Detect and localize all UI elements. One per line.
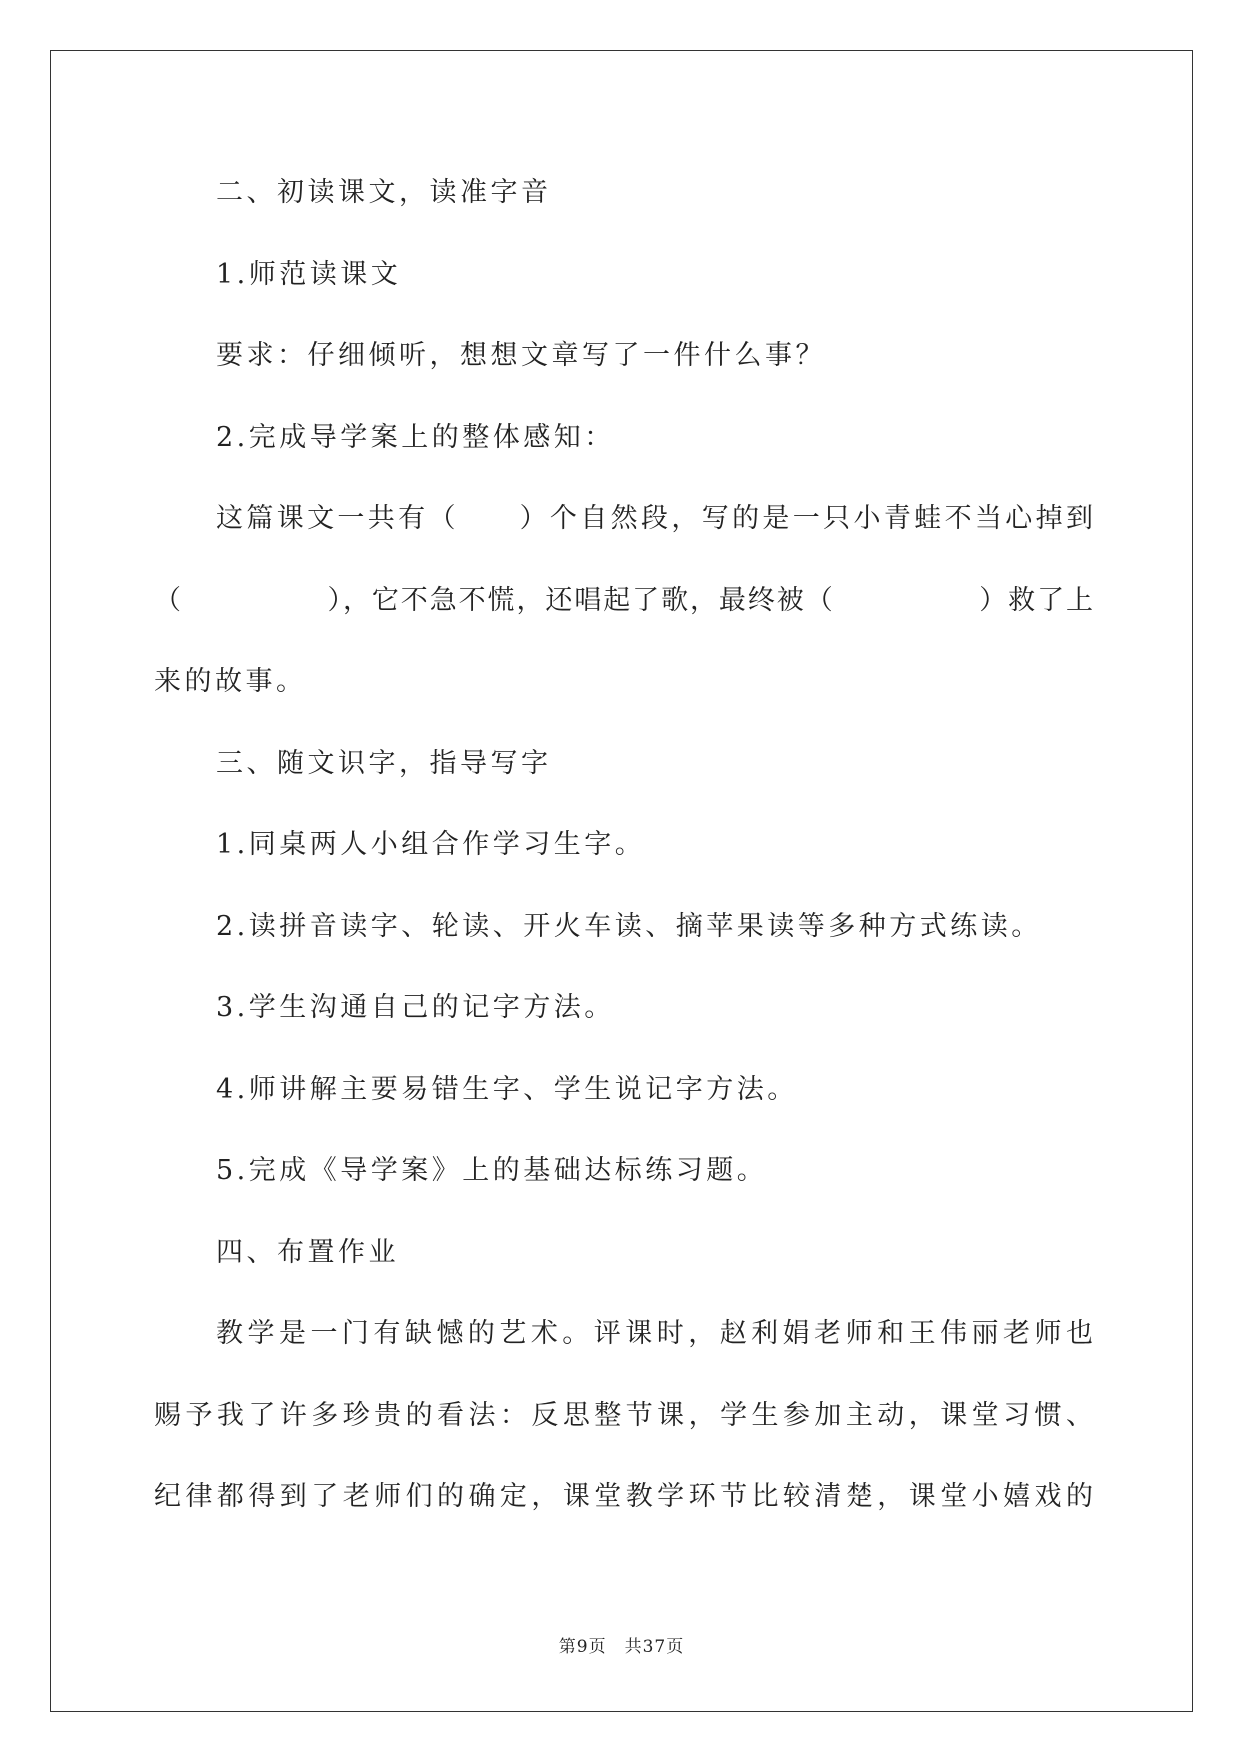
paragraph-line: 要求：仔细倾听，想想文章写了一件什么事？ (216, 340, 826, 371)
step-item: 2.读拼音读字、轮读、开火车读、摘苹果读等多种方式练读。 (216, 910, 1042, 942)
section-heading: 二、初读课文，读准字音 (216, 177, 552, 208)
paragraph-line: 纪律都得到了老师们的确定，课堂教学环节比较清楚，课堂小嬉戏的 (154, 1481, 1093, 1512)
document-body (154, 152, 1093, 1538)
step-item: 1.师范读课文 (216, 258, 402, 290)
page-footer: 第9页 共37页 (558, 1637, 685, 1657)
paragraph-line: 来的故事。 (154, 666, 307, 697)
section-heading: 三、随文识字，指导写字 (216, 747, 552, 779)
paragraph-line: 教学是一门有缺憾的艺术。评课时，赵利娟老师和王伟丽老师也 (216, 1318, 1093, 1349)
paragraph-line: 赐予我了许多珍贵的看法：反思整节课，学生参加主动，课堂习惯、 (154, 1399, 1093, 1431)
step-item: 3.学生沟通自己的记字方法。 (216, 992, 615, 1023)
step-item: 4.师讲解主要易错生字、学生说记字方法。 (216, 1073, 798, 1105)
step-item: 2.完成导学案上的整体感知： (216, 421, 615, 453)
section-heading: 四、布置作业 (216, 1236, 399, 1268)
step-item: 5.完成《导学案》上的基础达标练习题。 (216, 1155, 768, 1186)
paragraph-line: 这篇课文一共有（ ）个自然段，写的是一只小青蛙不当心掉到 (216, 503, 1093, 534)
step-item: 1.同桌两人小组合作学习生字。 (216, 829, 646, 860)
paragraph-line: （ ），它不急不慌，还唱起了歌，最终被（ ）救了上 (154, 584, 1093, 616)
